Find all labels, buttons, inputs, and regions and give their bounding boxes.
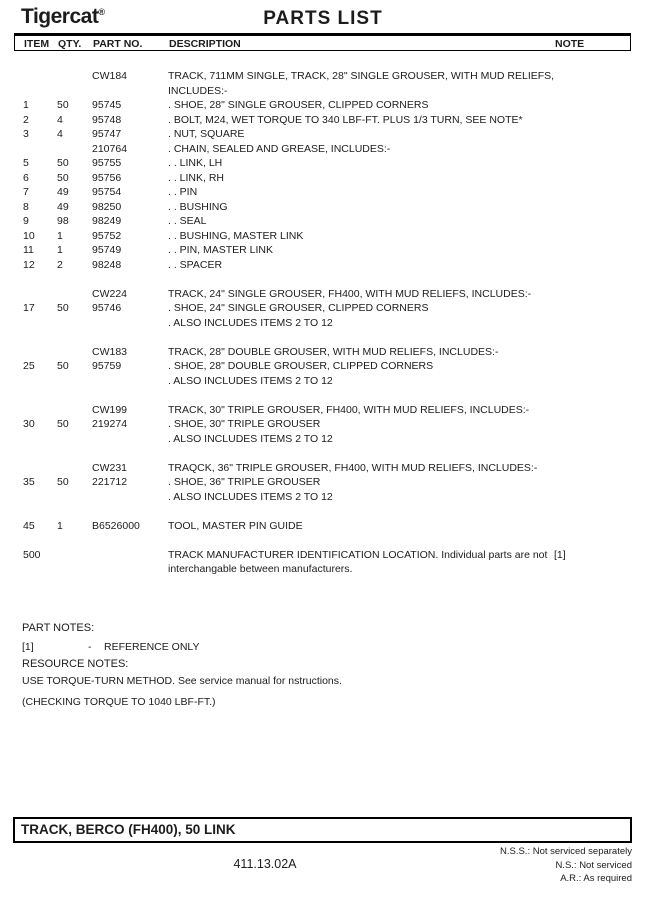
row-quantity: 4 bbox=[57, 113, 63, 126]
row-part-number: B6526000 bbox=[92, 519, 140, 532]
row-part-number: 98248 bbox=[92, 258, 122, 271]
row-item-number: 6 bbox=[23, 171, 29, 184]
row-description: . SHOE, 30" TRIPLE GROUSER bbox=[168, 418, 321, 430]
row-part-number: 95749 bbox=[92, 244, 122, 256]
table-row bbox=[14, 98, 631, 113]
row-part-number: 210764 bbox=[92, 142, 128, 155]
row-description: . . PIN bbox=[168, 186, 198, 198]
row-item-number: 35 bbox=[23, 476, 35, 488]
row-description: . SHOE, 28" DOUBLE GROUSER, CLIPPED CORNERS bbox=[168, 360, 434, 372]
row-part-number: CW224 bbox=[92, 287, 128, 300]
column-header-part-no: PART NO. bbox=[93, 38, 143, 50]
row-quantity: 1 bbox=[57, 229, 63, 242]
row-item-number: 17 bbox=[23, 302, 35, 314]
table-row bbox=[14, 403, 631, 418]
table-header bbox=[14, 33, 631, 51]
row-item-number: 2 bbox=[23, 113, 29, 126]
table-row bbox=[14, 519, 631, 534]
table-row bbox=[14, 490, 631, 505]
row-quantity: 50 bbox=[57, 171, 69, 184]
row-description: . ALSO INCLUDES ITEMS 2 TO 12 bbox=[168, 490, 333, 503]
page-number: 411.13.02A bbox=[233, 857, 297, 871]
row-part-number: 98249 bbox=[92, 215, 122, 227]
row-part-number: 95748 bbox=[92, 113, 122, 126]
resource-notes-heading: RESOURCE NOTES: bbox=[22, 658, 129, 670]
row-part-number: 95754 bbox=[92, 186, 122, 198]
part-notes-heading: PART NOTES: bbox=[22, 622, 95, 634]
column-header-description: DESCRIPTION bbox=[169, 38, 241, 50]
row-quantity: 50 bbox=[57, 157, 69, 169]
row-description: . SHOE, 36" TRIPLE GROUSER bbox=[168, 476, 321, 488]
column-header-item: ITEM bbox=[24, 38, 50, 50]
row-item-number: 25 bbox=[23, 360, 35, 372]
table-row bbox=[14, 548, 631, 577]
table-row bbox=[14, 69, 631, 98]
row-description: . . SPACER bbox=[168, 258, 223, 271]
table-row bbox=[14, 301, 631, 316]
row-item-number: 11 bbox=[23, 244, 34, 256]
table-row bbox=[14, 374, 631, 389]
row-description: TRACK MANUFACTURER IDENTIFICATION LOCATION. Individual parts are not interchangable between manufacturers. bbox=[168, 548, 548, 575]
row-description: . . BUSHING bbox=[168, 200, 228, 213]
table-row bbox=[14, 417, 631, 432]
row-description: . . LINK, RH bbox=[168, 171, 225, 184]
row-part-number: 95746 bbox=[92, 302, 122, 314]
registered-trademark-icon: ® bbox=[98, 7, 105, 17]
row-description: TOOL, MASTER PIN GUIDE bbox=[168, 519, 303, 532]
table-row bbox=[14, 243, 631, 258]
row-part-number: CW199 bbox=[92, 403, 128, 416]
row-quantity: 4 bbox=[57, 128, 63, 140]
table-row bbox=[14, 171, 631, 186]
table-row bbox=[14, 345, 631, 360]
row-part-number: 95745 bbox=[92, 99, 122, 111]
table-row bbox=[14, 258, 631, 273]
row-description: . BOLT, M24, WET TORQUE TO 340 LBF-FT. PLUS 1/3 TURN, SEE NOTE* bbox=[168, 113, 523, 126]
row-quantity: 49 bbox=[57, 200, 69, 213]
row-description: . SHOE, 28" SINGLE GROUSER, CLIPPED CORNERS bbox=[168, 99, 429, 111]
row-part-number: 98250 bbox=[92, 200, 122, 213]
table-row bbox=[14, 214, 631, 229]
resource-note-line-1: USE TORQUE-TURN METHOD. See service manual for nstructions. bbox=[22, 675, 342, 687]
row-part-number: 95756 bbox=[92, 171, 122, 184]
row-description: . . BUSHING, MASTER LINK bbox=[168, 229, 304, 242]
row-quantity: 1 bbox=[57, 244, 63, 256]
service-legend bbox=[500, 845, 632, 886]
row-part-number: 95755 bbox=[92, 157, 122, 169]
row-part-number: CW184 bbox=[92, 70, 128, 82]
row-quantity: 50 bbox=[57, 476, 69, 488]
row-description: TRACK, 30" TRIPLE GROUSER, FH400, WITH MUD RELIEFS, INCLUDES:- bbox=[168, 403, 530, 416]
table-row bbox=[14, 142, 631, 157]
legend-ar: A.R.: As required bbox=[560, 873, 632, 884]
row-description: . ALSO INCLUDES ITEMS 2 TO 12 bbox=[168, 432, 333, 445]
legend-nss: N.S.S.: Not serviced separately bbox=[500, 846, 632, 857]
table-row bbox=[14, 200, 631, 215]
table-row bbox=[14, 475, 631, 490]
row-item-number: 8 bbox=[23, 200, 29, 213]
row-description: TRACK, 24" SINGLE GROUSER, FH400, WITH MUD RELIEFS, INCLUDES:- bbox=[168, 287, 532, 300]
row-description: . SHOE, 24" SINGLE GROUSER, CLIPPED CORNERS bbox=[168, 302, 429, 314]
part-note-ref: [1] bbox=[22, 641, 34, 653]
row-item-number: 12 bbox=[23, 258, 35, 271]
row-part-number: CW231 bbox=[92, 461, 128, 474]
column-header-note: NOTE bbox=[555, 38, 585, 50]
page-title: PARTS LIST bbox=[263, 8, 383, 29]
footer-title-box: TRACK, BERCO (FH400), 50 LINK bbox=[13, 817, 632, 843]
row-quantity: 49 bbox=[57, 186, 69, 198]
row-item-number: 7 bbox=[23, 186, 29, 198]
table-row bbox=[14, 229, 631, 244]
part-note-text: REFERENCE ONLY bbox=[104, 641, 200, 653]
row-description: . . SEAL bbox=[168, 215, 207, 227]
row-item-number: 3 bbox=[23, 128, 29, 140]
row-quantity: 50 bbox=[57, 418, 69, 430]
part-note-dash: - bbox=[88, 641, 92, 653]
row-description: . ALSO INCLUDES ITEMS 2 TO 12 bbox=[168, 316, 333, 329]
row-item-number: 45 bbox=[23, 519, 35, 532]
row-item-number: 500 bbox=[23, 548, 41, 561]
row-description: . CHAIN, SEALED AND GREASE, INCLUDES:- bbox=[168, 142, 391, 155]
table-row bbox=[14, 316, 631, 331]
row-part-number: 95747 bbox=[92, 128, 122, 140]
row-item-number: 9 bbox=[23, 215, 29, 227]
row-description: TRACK, 28" DOUBLE GROUSER, WITH MUD RELIEFS, INCLUDES:- bbox=[168, 345, 499, 358]
brand-name: Tigercat bbox=[21, 5, 99, 28]
row-part-number: 219274 bbox=[92, 418, 128, 430]
part-note-entry bbox=[0, 641, 646, 655]
row-description: TRACK, 711MM SINGLE, TRACK, 28" SINGLE GROUSER, WITH MUD RELIEFS, INCLUDES:- bbox=[168, 70, 555, 97]
table-row bbox=[14, 287, 631, 302]
row-description: . . LINK, LH bbox=[168, 157, 223, 169]
table-row bbox=[14, 185, 631, 200]
row-part-number: 95752 bbox=[92, 229, 122, 242]
row-item-number: 30 bbox=[23, 418, 35, 430]
row-item-number: 5 bbox=[23, 157, 29, 169]
row-item-number: 1 bbox=[23, 99, 29, 111]
row-quantity: 50 bbox=[57, 99, 69, 111]
row-description: . NUT, SQUARE bbox=[168, 128, 245, 140]
table-row bbox=[14, 113, 631, 128]
row-part-number: 95759 bbox=[92, 360, 122, 372]
row-quantity: 50 bbox=[57, 302, 69, 314]
table-row bbox=[14, 359, 631, 374]
row-description: . . PIN, MASTER LINK bbox=[168, 244, 274, 256]
legend-ns: N.S.: Not serviced bbox=[555, 859, 632, 871]
row-note: [1] bbox=[554, 548, 566, 561]
column-header-qty: QTY. bbox=[58, 38, 82, 50]
row-part-number: CW183 bbox=[92, 345, 128, 358]
table-row bbox=[14, 432, 631, 447]
table-row bbox=[14, 127, 631, 142]
table-row bbox=[14, 461, 631, 476]
row-description: TRAQCK, 36" TRIPLE GROUSER, FH400, WITH MUD RELIEFS, INCLUDES:- bbox=[168, 461, 538, 474]
row-quantity: 50 bbox=[57, 360, 69, 372]
resource-note-line-2: (CHECKING TORQUE TO 1040 LBF-FT.) bbox=[22, 696, 216, 708]
row-quantity: 98 bbox=[57, 215, 69, 227]
row-description: . ALSO INCLUDES ITEMS 2 TO 12 bbox=[168, 374, 333, 387]
row-quantity: 2 bbox=[57, 258, 63, 271]
row-part-number: 221712 bbox=[92, 476, 128, 488]
table-row bbox=[14, 156, 631, 171]
table-body bbox=[14, 69, 631, 577]
row-quantity: 1 bbox=[57, 519, 63, 532]
row-item-number: 10 bbox=[23, 229, 35, 242]
